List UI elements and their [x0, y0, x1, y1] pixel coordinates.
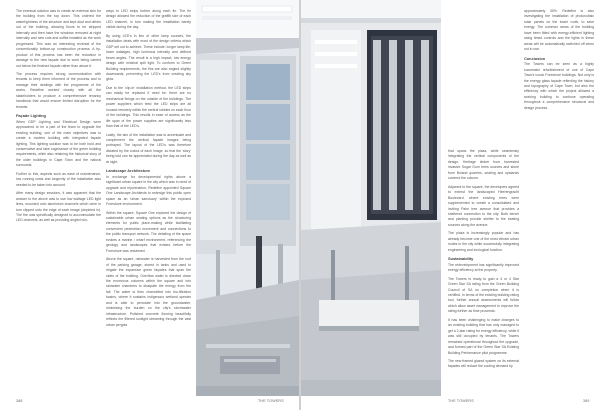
body-paragraph: The Towers can be seen as a highly successful refurbishment of one of Cape Town's iconic Foreshore buildings. Not only is the energy glass façade reflecting the history and topography of Cape Town, but also the efficiency with which the project allowed a working building to continue operating throughout a comprehensive structural and design process.	[524, 62, 594, 110]
body-paragraph: When GDP Lighting and Electrical Design were approached to be a part of the team to upgrade the existing building, one of the main objectives was to create a modern building with integrated façade lighting. This lighting solution was to be both bold and conservative and take cognisance of the green building requirements, while also retaining the historical story of the older buildings in Cape Town and the natural surrounds.	[16, 119, 101, 168]
body-paragraph: In exchange for developmental rights above a significant urban square in the city which was in need of upgrade and rejuvenation, Redefine appointed Square One Landscape Architects to redesign this public open space as an 'urban sanctuary' within the exposed Foreshore environment.	[106, 174, 191, 207]
right-page	[301, 0, 600, 410]
lobby-interior-photo	[301, 0, 441, 396]
body-paragraph: that spans the plaza, while seamlessly integrating the vertical components of the design. Heritage timber from harvested invasive Sugar Gum trees sources and stone from Boland quarries, seating and upstands covered the column.	[448, 149, 519, 181]
body-paragraph: Lastly, the aim of the installation was to accentuate and complement the vertical façade images being portrayed. The layout of the LED's was therefore dictated by the cutout of each image, so that the 'story' being told can be appreciated during the day as well as at night.	[106, 132, 191, 164]
body-paragraph: It has been challenging to make changes to an existing building that has only managed to get a 2-star rating for energy efficiency, while it was still occupied by tenants. The Towers remained operational throughout the upgrade, and formed part of the Green Star SA Existing Building Performance pilot programme.	[448, 317, 519, 355]
section-heading: Façade Lighting	[16, 113, 46, 119]
section-heading: Conclusion	[524, 55, 546, 61]
left-running-title: THE TOWERS	[258, 399, 284, 403]
body-paragraph: The redevelopment has significantly improved energy efficiency at the property.	[448, 262, 519, 273]
body-paragraph: Due to the 'clip-in' installation method, the LED strips can easily be replaced if need be: there are no mechanical fixings on the outside of the buildings. The power suppliers which feed the LED strips are all housed remotely within the central lobbies on each floor of the buildings. This results in ease of access as the life span of the power supplies are significantly less than that of the LED's.	[106, 85, 191, 129]
body-paragraph: By using LED's in lieu of other lamp sources, the installation deals with most of the design criteria which GDP set out to achieve. These include: longer lamp life, lower wattages, high luminous intensity and defined beam angles. The result is a high impact, low energy design with minimal spill light. To conform to Green Building requirements, the fins are also angled slightly downwards, preventing the LED's from creating sky glow.	[106, 33, 191, 82]
body-paragraph: After many design sessions, it was apparent that the answer to the above was to use low wattage LED light lines, mounted onto aluminium channels which were in turn clipped onto the edge of each image (depicted in). The fire was specifically designed to accommodate the LED channels, as well as providing angled win-	[16, 191, 101, 223]
body-paragraph: Adjacent to the square, the developers agreed to extend the landscaped Heerengracht Boulevard, where existing trees were supplemented to create a consolidated and inviting Palm tree avenue that provides a sheltered connection to the city. Both bench and planting provide shelter to the seating sources along the avenue.	[448, 184, 519, 227]
lobby-photo-graphic	[301, 0, 441, 396]
body-paragraph: Above the square, rainwater is harvested from the roof of the parking garage, stored in tanks and used to irrigate the expansive green façades that span the sides of the building. Overflow water is directed down the enormous columns within the square and into rainwater chambers to dissipate the energy from the fall. The water is then channelled into bio-filtration basins, where it sustains indigenous wetland species and is able to percolate into the groundwater, minimising the burden on the city's stormwater infrastructure. Polished concrete flooring beautifully reflects the filtered sunlight streaming through the vast urban pergola	[106, 257, 191, 327]
left-page	[0, 0, 299, 410]
body-paragraph: The new framed glazed system on its external façades will reduce the cooling demand by	[448, 359, 519, 369]
right-column-1	[448, 149, 519, 395]
body-paragraph: ways to LED strips further along each fin. The fin design allowed the reduction of the graffiti size of each LED channel, in turn making the installation barely visible during the day.	[106, 9, 191, 30]
body-paragraph: The process requires strong communication with tenants to keep them informed of the process and to manage their dealings with the programme of the works. Redefine worked closely with all the stakeholders to produce a comprehensive tenancy handbook that would ensure limited disruption for the tenants.	[16, 71, 101, 109]
body-paragraph: The eventual solution was to create an external skin for the building from the top down. This ordered the waterlightness of the structure and kept dust and debris out of the building, allowing floors to be stripped internally and then have the windows removed at night internally and new cuts and soffits installed as the work progressed. This was an interesting reversal of the conventionally bottom-up construction process. A by-product of this process has been the reduction in damage to the new façade due to work being carried out below the finished façade rather than above it.	[16, 9, 101, 68]
atrium-interior-photo	[196, 0, 299, 396]
left-page-number: 388	[16, 399, 23, 403]
body-paragraph: approximately 30%. Redefine is also investigating the installation of photovoltaic solar panels on the tower roofs, to save energy. The common areas of the building have been fitted with energy-efficient lighting using timed controls and the lights in these areas will be automatically switched off when not in use.	[524, 9, 594, 52]
body-paragraph: Within the square, Square One explored the design of sustainable urban seating options as the structuring elements for public place-making while facilitating convenient pedestrian movement and connections to the public transport network. The detailing of the space evokes a marine / wharf environment, referencing the geology and landscapes that existed before the Foreshore was reclaimed.	[106, 210, 191, 253]
body-paragraph: The plaza is increasingly popular and has already become one of the most vibrant urban nodes in the city while successfully integrating engineering and ecological function.	[448, 231, 519, 252]
right-column-2	[524, 9, 594, 395]
left-column-1	[16, 9, 101, 394]
left-column-2	[106, 9, 191, 394]
right-page-number: 389	[583, 399, 590, 403]
body-paragraph: Further to this, aspects such as ease of maintenance, low running costs and longevity of the installation also needed to be taken into account.	[16, 171, 101, 187]
atrium-photo-graphic	[196, 0, 299, 396]
body-paragraph: The Towers is ready to gain a 4 or 4 Star Green Star SA rating from the Green Building Council of SA on completion when it is certified. In terms of the existing building rating tool, further annual assessments will follow which allow asset management to improve the rating further as time proceeds.	[448, 276, 519, 314]
section-heading: Landscape Architecture	[106, 168, 151, 174]
right-running-title: THE TOWERS	[448, 399, 474, 403]
section-heading: Sustainability	[448, 256, 474, 262]
